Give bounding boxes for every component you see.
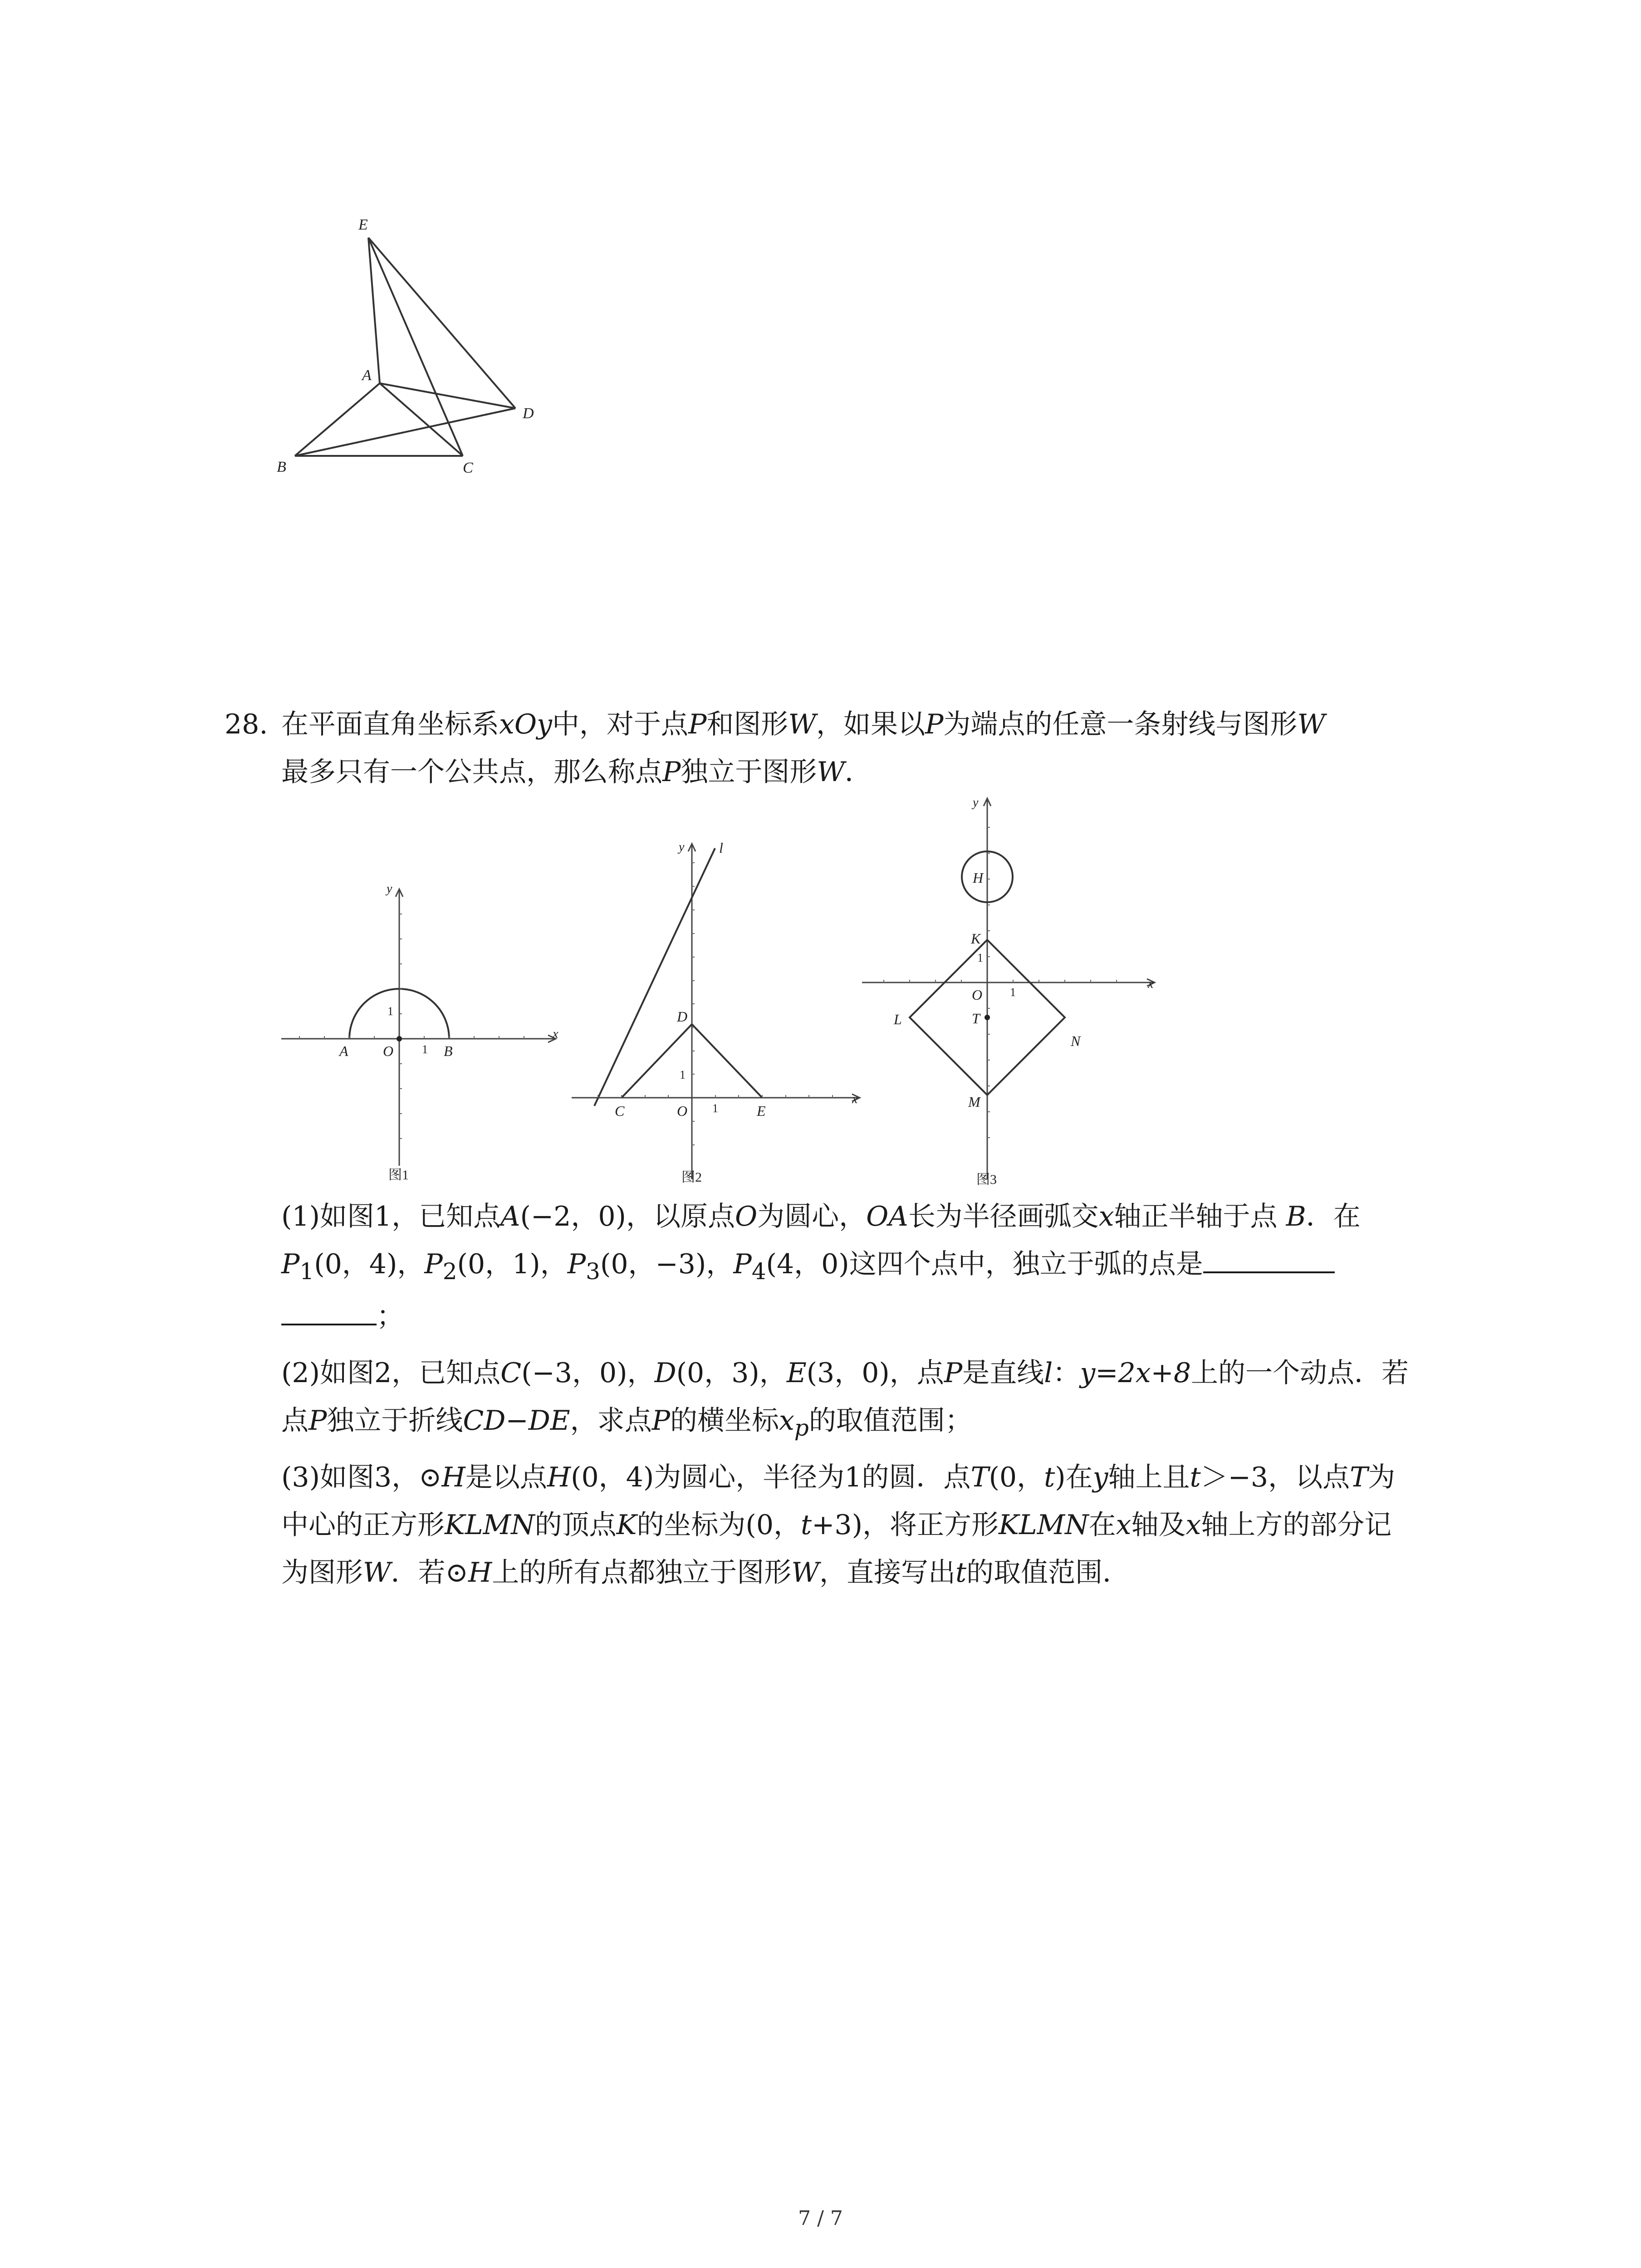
figure-3 xyxy=(857,794,1166,1188)
fig3-one-x-label: 1 xyxy=(1010,986,1016,999)
fig3-M-label: M xyxy=(968,1094,980,1110)
fig3-y-label: y xyxy=(973,796,979,810)
fig2-E-label: E xyxy=(757,1103,766,1119)
fig2-one-y-label: 1 xyxy=(680,1068,686,1081)
figure-1-caption: 图1 xyxy=(388,1168,409,1183)
fig3-K-label: K xyxy=(971,930,981,947)
point-label-B: B xyxy=(277,459,286,475)
fig2-O-label: O xyxy=(677,1103,688,1119)
figure-2-caption: 图2 xyxy=(681,1170,702,1185)
figure-3-caption: 图3 xyxy=(976,1172,997,1187)
fig2-D-label: D xyxy=(677,1008,688,1025)
point-label-D: D xyxy=(523,405,534,422)
fig1-O-label: O xyxy=(383,1043,394,1059)
fig3-T-label: T xyxy=(972,1010,980,1026)
fig1-x-label: x xyxy=(553,1027,558,1041)
fig1-one-y-label: 1 xyxy=(387,1005,393,1018)
fig3-O-label: O xyxy=(972,987,983,1003)
part3-line2: 中心的正方形KLMN的顶点K的坐标为(0，t+3)，将正方形KLMN在x轴及x轴上方的部分记 xyxy=(281,1509,1392,1541)
part1-line2: $P_1(0$，4)，$P_2(0$，1)，$P_3(0$，−3)，$P_4(4$，0)这四个点中，独立于弧的点是 xyxy=(281,1241,1335,1292)
part2-line2: 点P独立于折线CD−DE，求点P的横坐标$x_p$的取值范围； xyxy=(281,1405,972,1441)
fig1-A-label: A xyxy=(339,1043,348,1059)
point-label-E: E xyxy=(358,216,368,233)
fig1-one-x-label: 1 xyxy=(422,1043,428,1056)
fig1-B-label: B xyxy=(444,1043,453,1059)
answer-blank-part1-cont[interactable] xyxy=(281,1305,377,1325)
part3-line3: 为图形W．若⊙H上的所有点都独立于图形W，直接写出t的取值范围． xyxy=(281,1557,1130,1589)
fig2-x-label: x xyxy=(852,1092,858,1106)
fig2-C-label: C xyxy=(615,1103,625,1119)
part1-line1: (1)如图1，已知点A(−2，0)，以原点O为圆心，OA长为半径画弧交x轴正半轴于点 B．在 xyxy=(281,1201,1361,1232)
page-number: 7 / 7 xyxy=(798,2207,843,2230)
fig2-y-label: y xyxy=(679,840,685,854)
fig1-y-label: y xyxy=(387,882,392,896)
part3-line1: (3)如图3，⊙H是以点H(0，4)为圆心，半径为1的圆．点T(0，t)在y轴上且t＞−3，以点T为 xyxy=(281,1461,1396,1493)
fig3-x-label: x xyxy=(1148,977,1154,991)
answer-blank-part1[interactable] xyxy=(1203,1253,1335,1273)
part2-line1: (2)如图2，已知点C(−3，0)，D(0，3)，E(3，0)，点P是直线l：y=2x+8上的一个动点．若 xyxy=(281,1357,1409,1389)
fig2-l-label: l xyxy=(719,840,723,856)
part1-line3: ； xyxy=(281,1293,404,1340)
question-28-number: 28. xyxy=(225,709,268,740)
question-28-stem-line2: 最多只有一个公共点，那么称点P独立于图形W． xyxy=(281,756,872,788)
top-geometry-figure xyxy=(263,209,581,490)
point-label-C: C xyxy=(463,459,473,476)
point-label-A: A xyxy=(362,367,372,384)
fig3-L-label: L xyxy=(894,1011,902,1027)
question-28-stem-line1: 在平面直角坐标系xOy中，对于点P和图形W，如果以P为端点的任意一条射线与图形W xyxy=(281,709,1326,740)
fig3-one-y-label: 1 xyxy=(977,951,983,964)
figure-1 xyxy=(272,871,572,1188)
figure-2 xyxy=(563,835,871,1188)
fig2-one-x-label: 1 xyxy=(712,1102,718,1115)
fig3-N-label: N xyxy=(1071,1033,1081,1049)
fig3-H-label: H xyxy=(973,870,984,886)
